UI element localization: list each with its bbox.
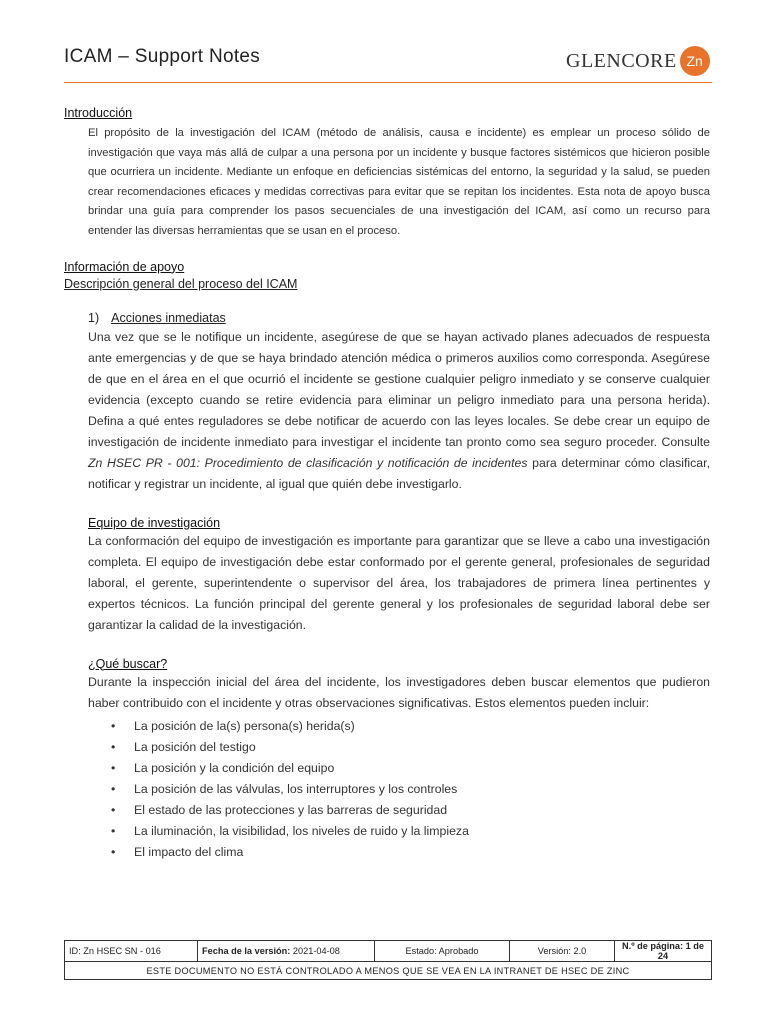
look-heading: ¿Qué buscar? xyxy=(88,656,168,671)
page-number-label: N.º de página: xyxy=(622,941,684,951)
list-item xyxy=(88,779,710,800)
bullet-icon: • xyxy=(111,781,116,796)
list-item xyxy=(88,842,710,863)
list-item-text: La posición de las válvulas, los interruptores y los controles xyxy=(134,781,458,796)
version-date-label: Fecha de la versión: xyxy=(202,946,291,956)
section-number: 1) xyxy=(88,310,100,325)
team-paragraph: La conformación del equipo de investigación es importante para garantizar que se lleve a cabo una investigación completa. El equipo de investigación debe estar conformado por el gerente general, profesionales de seguridad laboral, el gerente, superintendente o supervisor del área, los trabajadores de primera línea pertinentes y expertos técnicos. La función principal del gerente general y los profesionales de seguridad laboral debe ser garantizar la calidad de la investigación. xyxy=(88,533,710,632)
page-number-value: 1 de 24 xyxy=(657,941,704,961)
support-heading: Información de apoyo xyxy=(64,259,185,274)
list-item-text: La iluminación, la visibilidad, los niveles de ruido y la limpieza xyxy=(134,823,469,838)
document-control-table xyxy=(64,940,712,980)
immediate-actions-heading xyxy=(88,311,710,325)
list-item-text: El impacto del clima xyxy=(134,844,244,859)
list-item xyxy=(88,737,710,758)
control-notice: ESTE DOCUMENTO NO ESTÁ CONTROLADO A MENOS QUE SE VEA EN LA INTRANET DE HSEC DE ZINC xyxy=(65,962,712,980)
team-heading: Equipo de investigación xyxy=(88,515,221,530)
page-title: ICAM – Support Notes xyxy=(64,46,261,67)
glencore-logo xyxy=(566,46,710,76)
list-item xyxy=(88,800,710,821)
bullet-icon: • xyxy=(111,718,116,733)
document-version: Versión: 2.0 xyxy=(510,941,615,962)
bullet-icon: • xyxy=(111,739,116,754)
bullet-icon: • xyxy=(111,823,116,838)
list-item xyxy=(88,716,710,737)
list-item-text: El estado de las protecciones y las barreras de seguridad xyxy=(134,802,448,817)
page-number xyxy=(615,941,712,962)
look-list xyxy=(88,716,710,863)
paragraph-text-2: para determinar cómo clasificar, notificar y registrar un incidente, al igual que quién debe investigarlo. xyxy=(88,455,710,491)
bullet-icon: • xyxy=(111,844,116,859)
list-item xyxy=(88,758,710,779)
logo-wordmark: GLENCORE xyxy=(566,49,677,72)
process-overview-heading: Descripción general del proceso del ICAM xyxy=(64,276,298,291)
paragraph-text-1: Una vez que se le notifique un incidente, asegúrese de que se hayan activado planes adecuados de respuesta ante emergencias y de que se haya brindado atención médica o primeros auxilios como corresponda. Asegúrese de que en el área en el que ocurrió el incidente se gestione cualquier peligro inmediato y se conserve cualquier evidencia (excepto cuando se retire evidencia para eliminar un peligro inmediato para una persona herida). Defina a qué entes reguladores se debe notificar de acuerdo con las leyes locales. Se debe crear un equipo de investigación de incidente inmediato para investigar el incidente tan pronto como sea seguro proceder. Consulte xyxy=(88,329,710,449)
document-id: ID: Zn HSEC SN - 016 xyxy=(65,941,198,962)
list-item-text: La posición del testigo xyxy=(134,739,256,754)
zn-badge-icon: Zn xyxy=(680,46,710,76)
procedure-reference: Zn HSEC PR - 001: Procedimiento de clasificación y notificación de incidentes xyxy=(88,455,528,470)
look-paragraph: Durante la inspección inicial del área del incidente, los investigadores deben buscar elementos que pudieron haber contribuido con el incidente y otras observaciones significativas. Estos elementos pueden incluir: xyxy=(88,674,710,710)
list-item-text: La posición y la condición del equipo xyxy=(134,760,335,775)
list-item-text: La posición de la(s) persona(s) herida(s) xyxy=(134,718,355,733)
bullet-icon: • xyxy=(111,760,116,775)
section-immediate-actions xyxy=(88,311,710,863)
intro-heading: Introducción xyxy=(64,106,133,120)
section-title: Acciones inmediatas xyxy=(111,310,226,325)
bullet-icon: • xyxy=(111,802,116,817)
intro-paragraph: El propósito de la investigación del ICAM (método de análisis, causa e incidente) es emplear un proceso sólido de investigación que vaya más allá de culpar a una persona por un incidente y busque factores sistémicos que hicieron posible que ocurriera un incidente. Mediante un enfoque en deficiencias sistémicas del entorno, la seguridad y la salud, se pueden crear recomendaciones eficaces y medidas correctivas para evitar que se repitan los incidentes. Esta nota de apoyo busca brindar una guía para comprender los pasos secuenciales de una investigación del ICAM, así como un recurso para entender las diversas herramientas que se usan en el proceso. xyxy=(88,127,710,237)
list-item xyxy=(88,821,710,842)
version-date xyxy=(198,941,375,962)
immediate-actions-paragraph xyxy=(88,327,710,495)
document-status: Estado: Aprobado xyxy=(375,941,510,962)
header-divider xyxy=(64,82,712,83)
document-body xyxy=(64,106,710,863)
version-date-value: 2021-04-08 xyxy=(290,946,340,956)
